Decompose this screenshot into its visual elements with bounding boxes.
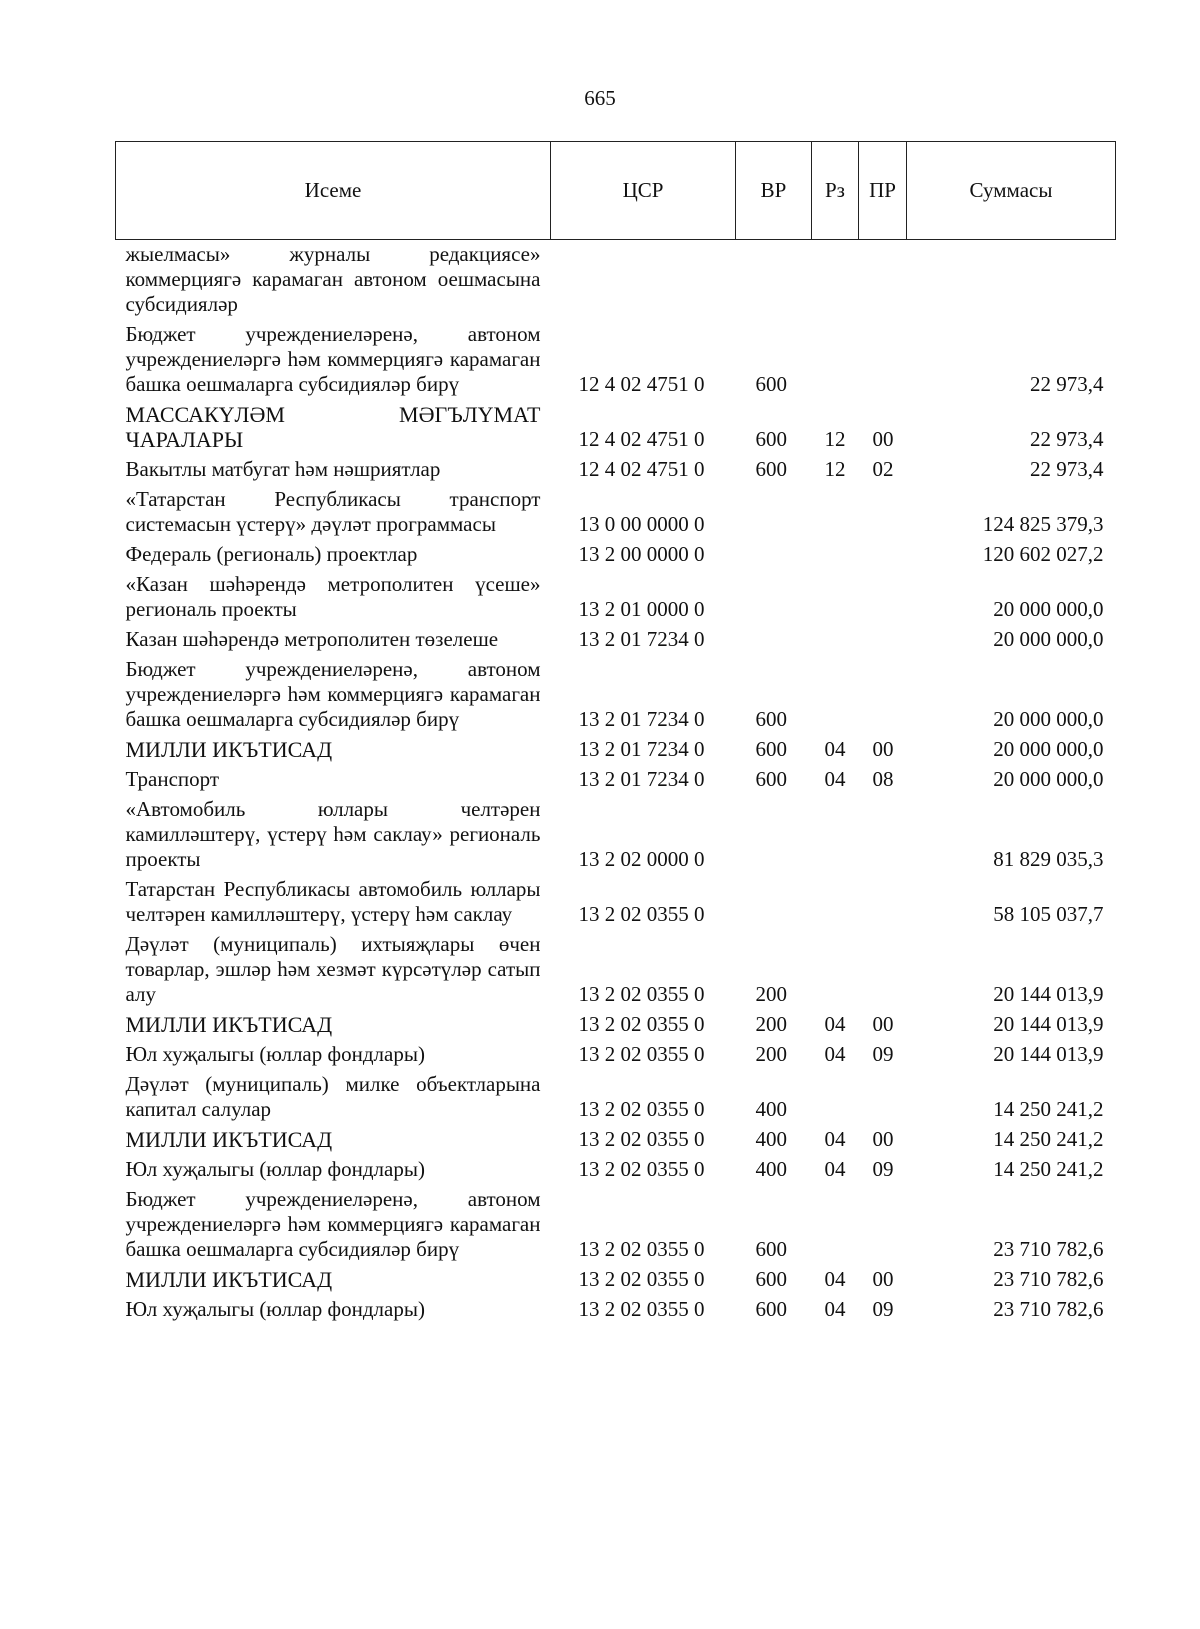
pr-cell	[859, 485, 907, 540]
name-cell: Дәүләт (муниципаль) милке объектларына капитал салулар	[125, 1072, 541, 1121]
sum-cell: 23 710 782,6	[993, 1297, 1104, 1321]
vr-cell: 600	[755, 427, 787, 451]
vr-cell: 600	[755, 1237, 787, 1261]
pr-cell: 09	[872, 1297, 894, 1321]
sum-cell: 22 973,4	[1030, 457, 1104, 481]
table-row	[116, 765, 1116, 795]
vr-cell: 600	[755, 457, 787, 481]
csr-cell: 13 2 02 0355 0	[578, 1267, 705, 1291]
rz-cell: 12	[824, 457, 846, 481]
rz-cell: 04	[824, 1127, 846, 1151]
sum-cell: 22 973,4	[1030, 427, 1104, 451]
table-row	[116, 795, 1116, 875]
table-row	[116, 400, 1116, 455]
vr-cell: 600	[755, 767, 787, 791]
table-row	[116, 540, 1116, 570]
pr-cell: 08	[872, 767, 894, 791]
csr-cell: 13 2 01 0000 0	[578, 597, 705, 621]
rz-cell: 04	[824, 1267, 846, 1291]
sum-cell: 14 250 241,2	[993, 1157, 1104, 1181]
table-row	[116, 1125, 1116, 1155]
rz-cell: 04	[824, 1012, 846, 1036]
sum-cell: 20 144 013,9	[993, 1012, 1104, 1036]
table-row	[116, 655, 1116, 735]
table-row	[116, 875, 1116, 930]
column-header-vr: ВР	[736, 142, 812, 240]
rz-cell: 12	[824, 427, 846, 451]
column-header-pr: ПР	[859, 142, 907, 240]
csr-cell: 13 2 02 0355 0	[578, 1127, 705, 1151]
name-cell: Бюджет учреждениеләренә, автоном учреждениеләргә һәм коммерциягә карамаган башка оешмаларга субсидияләр бирү	[125, 1187, 541, 1261]
vr-cell	[736, 795, 812, 875]
pr-cell: 00	[872, 1012, 894, 1036]
rz-cell: 04	[824, 1297, 846, 1321]
name-cell: Вакытлы матбугат һәм нәшриятлар	[125, 457, 441, 481]
pr-cell	[859, 795, 907, 875]
sum-cell: 14 250 241,2	[993, 1127, 1104, 1151]
sum-cell: 120 602 027,2	[982, 542, 1104, 566]
csr-cell: 13 2 01 7234 0	[578, 737, 705, 761]
sum-cell: 23 710 782,6	[993, 1237, 1104, 1261]
pr-cell	[859, 875, 907, 930]
name-cell: Бюджет учреждениеләренә, автоном учреждениеләргә һәм коммерциягә карамаган башка оешмаларга субсидияләр бирү	[125, 322, 541, 396]
sum-cell: 20 000 000,0	[993, 597, 1104, 621]
table-row	[116, 455, 1116, 485]
table-row	[116, 1155, 1116, 1185]
sum-cell: 20 000 000,0	[993, 737, 1104, 761]
csr-cell: 13 2 02 0355 0	[578, 1297, 705, 1321]
pr-cell	[859, 930, 907, 1010]
name-cell: «Автомобиль юллары челтәрен камилләштерү, үстерү һәм саклау» региональ проекты	[125, 797, 541, 871]
pr-cell	[859, 240, 907, 321]
vr-cell	[736, 875, 812, 930]
vr-cell: 600	[755, 1267, 787, 1291]
vr-cell: 200	[755, 982, 787, 1006]
name-cell: Юл хуҗалыгы (юллар фондлары)	[125, 1297, 425, 1321]
csr-cell: 13 0 00 0000 0	[578, 512, 705, 536]
table-row	[116, 1010, 1116, 1040]
vr-cell: 400	[755, 1097, 787, 1121]
csr-cell: 13 2 02 0000 0	[578, 847, 705, 871]
rz-cell	[812, 570, 859, 625]
name-cell: Транспорт	[125, 767, 220, 791]
sum-cell: 14 250 241,2	[993, 1097, 1104, 1121]
sum-cell: 20 000 000,0	[993, 767, 1104, 791]
pr-cell: 00	[872, 1267, 894, 1291]
name-cell: жыелмасы» журналы редакциясе» коммерциягә карамаган автоном оешмасына субсидияләр	[125, 242, 541, 316]
vr-cell: 600	[755, 737, 787, 761]
rz-cell: 04	[824, 737, 846, 761]
vr-cell	[736, 540, 812, 570]
pr-cell: 09	[872, 1042, 894, 1066]
sum-cell: 20 144 013,9	[993, 982, 1104, 1006]
vr-cell: 200	[755, 1012, 787, 1036]
csr-cell: 12 4 02 4751 0	[578, 457, 705, 481]
name-cell: МИЛЛИ ИКЪТИСАД	[125, 1267, 333, 1292]
column-header-sum: Суммасы	[907, 142, 1116, 240]
sum-cell: 81 829 035,3	[993, 847, 1104, 871]
csr-cell: 13 2 02 0355 0	[578, 982, 705, 1006]
sum-cell: 124 825 379,3	[982, 512, 1104, 536]
pr-cell	[859, 1070, 907, 1125]
rz-cell	[812, 320, 859, 400]
rz-cell	[812, 625, 859, 655]
column-header-name: Исеме	[116, 142, 551, 240]
budget-table	[115, 141, 1116, 1325]
csr-cell	[551, 240, 736, 321]
column-header-rz: Рз	[812, 142, 859, 240]
table-body	[116, 240, 1116, 1326]
pr-cell	[859, 540, 907, 570]
csr-cell: 12 4 02 4751 0	[578, 372, 705, 396]
name-cell: МАССАКҮЛӘМ МӘГЪЛҮМАТ ЧАРАЛАРЫ	[125, 402, 541, 452]
rz-cell	[812, 1185, 859, 1265]
sum-cell: 20 144 013,9	[993, 1042, 1104, 1066]
rz-cell	[812, 655, 859, 735]
rz-cell: 04	[824, 1042, 846, 1066]
pr-cell: 00	[872, 1127, 894, 1151]
sum-cell: 20 000 000,0	[993, 707, 1104, 731]
csr-cell: 13 2 02 0355 0	[578, 1157, 705, 1181]
sum-cell: 23 710 782,6	[993, 1267, 1104, 1291]
vr-cell: 400	[755, 1127, 787, 1151]
vr-cell: 600	[755, 707, 787, 731]
rz-cell	[812, 795, 859, 875]
rz-cell	[812, 485, 859, 540]
pr-cell	[859, 655, 907, 735]
pr-cell	[859, 570, 907, 625]
table-row	[116, 1040, 1116, 1070]
sum-cell: 22 973,4	[1030, 372, 1104, 396]
vr-cell: 400	[755, 1157, 787, 1181]
csr-cell: 13 2 00 0000 0	[578, 542, 705, 566]
name-cell: Юл хуҗалыгы (юллар фондлары)	[125, 1042, 425, 1066]
name-cell: Федераль (региональ) проектлар	[125, 542, 418, 566]
csr-cell: 13 2 02 0355 0	[578, 1042, 705, 1066]
table-row	[116, 1070, 1116, 1125]
csr-cell: 13 2 02 0355 0	[578, 1012, 705, 1036]
name-cell: Казан шәһәрендә метрополитен төзелеше	[125, 627, 499, 651]
column-header-csr: ЦСР	[551, 142, 736, 240]
pr-cell: 02	[872, 457, 894, 481]
name-cell: МИЛЛИ ИКЪТИСАД	[125, 1127, 333, 1152]
name-cell: «Казан шәһәрендә метрополитен үсеше» региональ проекты	[125, 572, 541, 621]
name-cell: МИЛЛИ ИКЪТИСАД	[125, 737, 333, 762]
csr-cell: 13 2 02 0355 0	[578, 902, 705, 926]
csr-cell: 13 2 01 7234 0	[578, 767, 705, 791]
table-row	[116, 625, 1116, 655]
table-row	[116, 570, 1116, 625]
csr-cell: 13 2 02 0355 0	[578, 1097, 705, 1121]
vr-cell	[736, 570, 812, 625]
name-cell: Бюджет учреждениеләренә, автоном учреждениеләргә һәм коммерциягә карамаган башка оешмаларга субсидияләр бирү	[125, 657, 541, 731]
table-row	[116, 1185, 1116, 1265]
pr-cell	[859, 320, 907, 400]
table-row	[116, 1265, 1116, 1295]
name-cell: «Татарстан Республикасы транспорт системасын үстерү» дәүләт программасы	[125, 487, 541, 536]
pr-cell: 00	[872, 737, 894, 761]
rz-cell: 04	[824, 1157, 846, 1181]
vr-cell: 600	[755, 1297, 787, 1321]
csr-cell: 13 2 02 0355 0	[578, 1237, 705, 1261]
page-number: 665	[584, 86, 616, 110]
csr-cell: 12 4 02 4751 0	[578, 427, 705, 451]
vr-cell: 200	[755, 1042, 787, 1066]
vr-cell	[736, 625, 812, 655]
table-row	[116, 320, 1116, 400]
vr-cell: 600	[755, 372, 787, 396]
vr-cell	[736, 485, 812, 540]
rz-cell	[812, 930, 859, 1010]
sum-cell	[907, 240, 1116, 321]
table-row	[116, 485, 1116, 540]
rz-cell	[812, 240, 859, 321]
rz-cell	[812, 875, 859, 930]
sum-cell: 20 000 000,0	[993, 627, 1104, 651]
pr-cell	[859, 625, 907, 655]
rz-cell: 04	[824, 767, 846, 791]
rz-cell	[812, 540, 859, 570]
table-header-row	[116, 142, 1116, 240]
table-row	[116, 735, 1116, 765]
sum-cell: 58 105 037,7	[993, 902, 1104, 926]
name-cell: Татарстан Республикасы автомобиль юллары челтәрен камилләштерү, үстерү һәм саклау	[125, 877, 541, 926]
csr-cell: 13 2 01 7234 0	[578, 707, 705, 731]
pr-cell: 09	[872, 1157, 894, 1181]
csr-cell: 13 2 01 7234 0	[578, 627, 705, 651]
pr-cell: 00	[872, 427, 894, 451]
table-row	[116, 930, 1116, 1010]
name-cell: Дәүләт (муниципаль) ихтыяҗлары өчен товарлар, эшләр һәм хезмәт күрсәтүләр сатып алу	[125, 932, 541, 1006]
rz-cell	[812, 1070, 859, 1125]
name-cell: Юл хуҗалыгы (юллар фондлары)	[125, 1157, 425, 1181]
vr-cell	[736, 240, 812, 321]
table-row	[116, 240, 1116, 321]
pr-cell	[859, 1185, 907, 1265]
name-cell: МИЛЛИ ИКЪТИСАД	[125, 1012, 333, 1037]
table-row	[116, 1295, 1116, 1325]
